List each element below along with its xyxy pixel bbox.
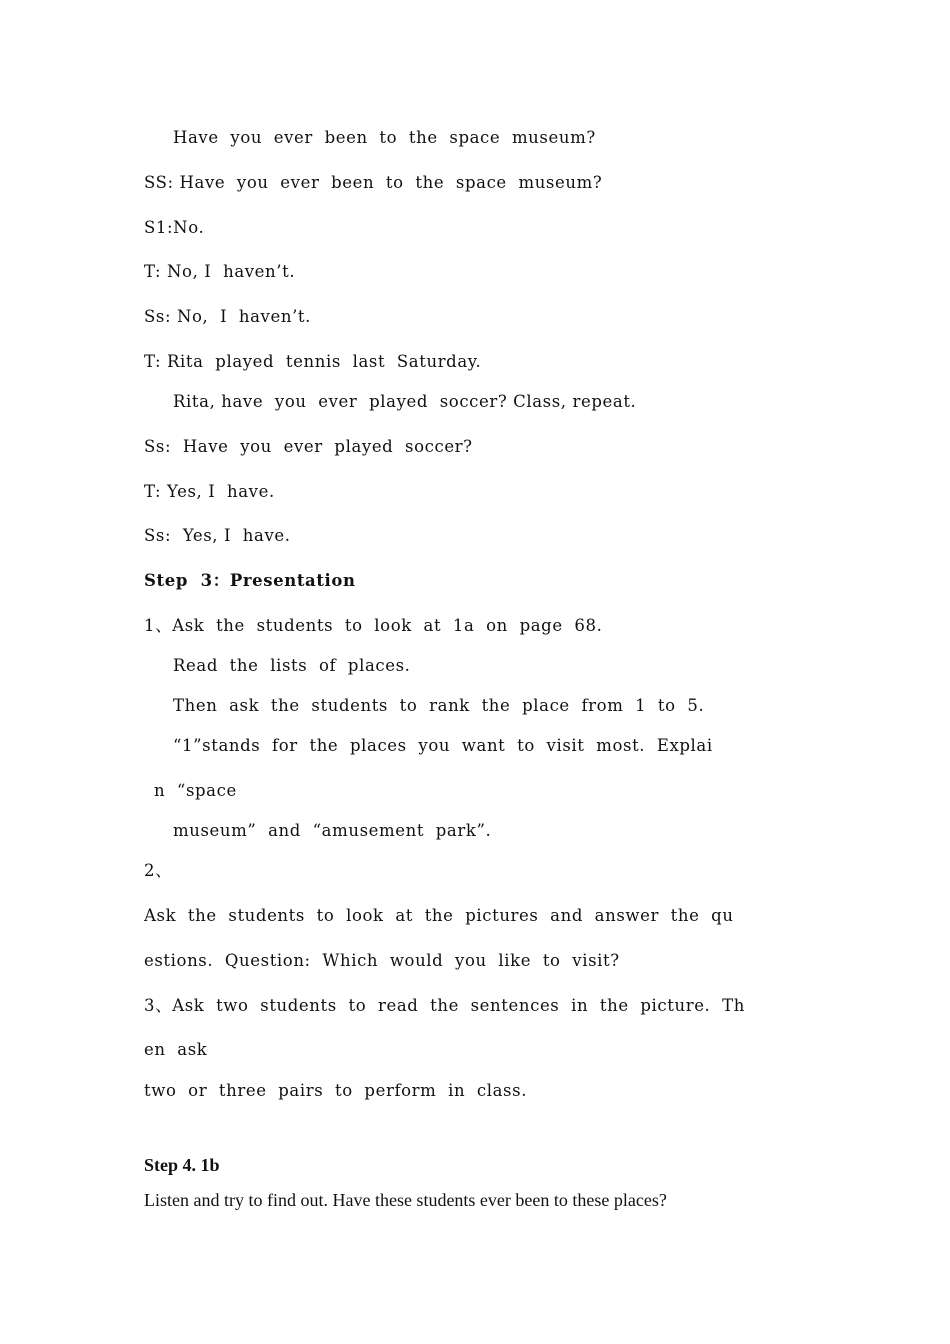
- step-3-item-3: 3、Ask two students to read the sentences in the picture. Th: [144, 996, 745, 1015]
- dialogue-line-teacher-answer: T: No, I haven’t.: [144, 262, 296, 281]
- dialogue-line-teacher-rita: T: Rita played tennis last Saturday.: [144, 352, 482, 371]
- dialogue-line-ss-answer: Ss: No, I haven’t.: [144, 307, 311, 326]
- step-3-item-2-number: 2、: [144, 861, 173, 880]
- step-3-item-3-line-2: en ask: [144, 1040, 208, 1059]
- step-3-item-2-line-1: Ask the students to look at the pictures and answer the qu: [144, 906, 734, 925]
- dialogue-line-ss-repeat: SS: Have you ever been to the space museum?: [144, 173, 603, 192]
- step-3-item-1-line-5: n “space: [154, 781, 237, 800]
- step-3-item-3-line-3: two or three pairs to perform in class.: [144, 1081, 528, 1100]
- step-3-heading: Step 3：Presentation: [144, 571, 356, 590]
- dialogue-line-ss-yes: Ss: Yes, I have.: [144, 526, 291, 545]
- step-3-item-1-line-6: museum” and “amusement park”.: [173, 821, 492, 840]
- dialogue-line-teacher-yes: T: Yes, I have.: [144, 482, 275, 501]
- step-4-heading: Step 4. 1b: [144, 1155, 220, 1175]
- step-3-item-1-line-3: Then ask the students to rank the place from 1 to 5.: [173, 696, 705, 715]
- step-3-item-1: 1、Ask the students to look at 1a on page 68.: [144, 616, 603, 635]
- step-4-instruction: Listen and try to find out. Have these students ever been to these places?: [144, 1190, 667, 1210]
- step-3-item-2-line-2: estions. Question: Which would you like to visit?: [144, 951, 620, 970]
- step-3-item-1-line-2: Read the lists of places.: [173, 656, 411, 675]
- dialogue-line-teacher-soccer: Rita, have you ever played soccer? Class, repeat.: [173, 392, 637, 411]
- step-3-item-1-line-4: “1”stands for the places you want to visit most. Explai: [173, 736, 713, 755]
- dialogue-line-ss-soccer: Ss: Have you ever played soccer?: [144, 437, 473, 456]
- dialogue-line-s1-answer: S1:No.: [144, 218, 205, 237]
- dialogue-line-teacher-question: Have you ever been to the space museum?: [173, 128, 596, 147]
